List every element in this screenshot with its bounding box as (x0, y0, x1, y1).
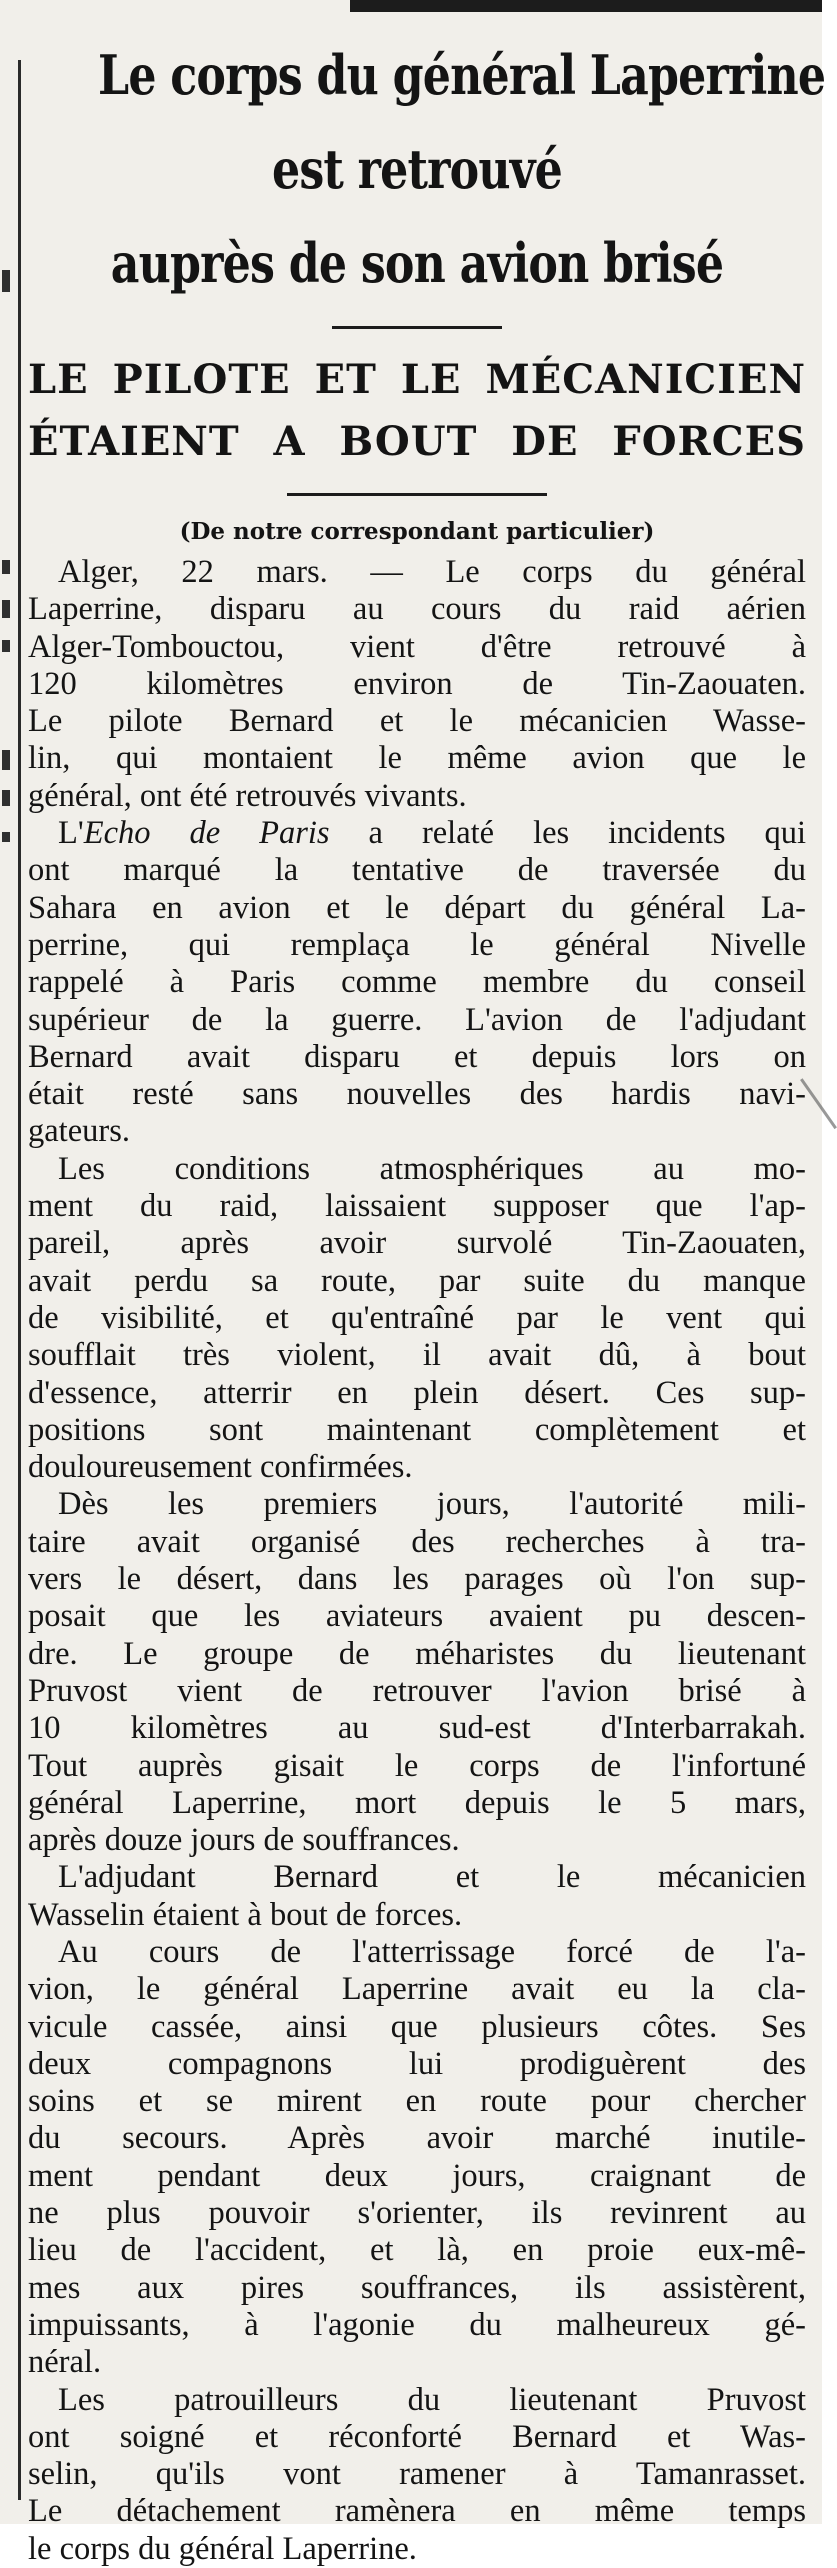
body-line: Pruvost vient de retrouver l'avion brisé à (28, 1672, 806, 1709)
body-line: pareil, après avoir survolé Tin-Zaouaten, (28, 1225, 806, 1262)
body-line: 10 kilomètres au sud-est d'Interbarrakah. (28, 1710, 806, 1747)
body-line: lin, qui montaient le même avion que le (28, 740, 806, 777)
body-line: lieu de l'accident, et là, en proie eux-mê- (28, 2232, 806, 2269)
body-line: Le détachement ramènera en même temps (28, 2493, 806, 2530)
body-line: selin, qu'ils vont ramener à Tamanrasset. (28, 2456, 806, 2493)
body-line: soins et se mirent en route pour chercher (28, 2083, 806, 2120)
body-line: Dès les premiers jours, l'autorité mili- (58, 1486, 806, 1523)
body-line: général, ont été retrouvés vivants. (28, 777, 467, 814)
body-line: mes aux pires souffrances, ils assistèrent, (28, 2269, 806, 2306)
body-line: Au cours de l'atterrissage forcé de l'a- (58, 1933, 806, 1970)
top-rule (350, 0, 822, 12)
subheadline-line: LE PILOTE ET LE MÉCANICIEN (28, 356, 806, 403)
body-line: taire avait organisé des recherches à tra- (28, 1523, 806, 1560)
body-line: vicule cassée, ainsi que plusieurs côtes. Ses (28, 2008, 806, 2045)
body-line: Alger-Tombouctou, vient d'être retrouvé à (28, 628, 806, 665)
headline-rule (332, 326, 502, 329)
body-line: avait perdu sa route, par suite du manque (28, 1262, 806, 1299)
body-line: deux compagnons lui prodiguèrent des (28, 2045, 806, 2082)
subheadline-rule (287, 493, 547, 496)
body-line: ont marqué la tentative de traversée du (28, 852, 806, 889)
adjacent-column-fragment (0, 0, 14, 2524)
article (28, 28, 826, 2568)
body-line: impuissants, à l'agonie du malheureux gé- (28, 2306, 806, 2343)
body-line: après douze jours de souffrances. (28, 1822, 460, 1859)
headline-line: est retrouvé (271, 137, 563, 201)
byline: (De notre correspondant particulier) (179, 518, 655, 545)
body-line: le corps du général Laperrine. (28, 2530, 417, 2567)
body-line: soufflait très violent, il avait dû, à bout (28, 1337, 806, 1374)
body-line: Tout auprès gisait le corps de l'infortuné (28, 1747, 806, 1784)
body-line: général Laperrine, mort depuis le 5 mars, (28, 1784, 806, 1821)
body-line: ment pendant deux jours, craignant de (28, 2157, 806, 2194)
headline-line: auprès de son avion brisé (110, 231, 724, 295)
body-line: L'adjudant Bernard et le mécanicien (58, 1859, 806, 1896)
body-line: Les patrouilleurs du lieutenant Pruvost (58, 2381, 806, 2418)
body-line: néral. (28, 2344, 102, 2381)
body-line: vion, le général Laperrine avait eu la cla- (28, 1971, 806, 2008)
body-line: positions sont maintenant complètement et (28, 1411, 806, 1448)
body-line: Le pilote Bernard et le mécanicien Wasse- (28, 703, 806, 740)
subheadline-line: ÉTAIENT A BOUT DE FORCES (28, 418, 806, 465)
body-line: du secours. Après avoir marché inutile- (28, 2120, 806, 2157)
body-line: ne plus pouvoir s'orienter, ils revinrent au (28, 2195, 806, 2232)
body-line: Bernard avait disparu et depuis lors on (28, 1038, 806, 1075)
column-rule (18, 60, 21, 2500)
body-line: était resté sans nouvelles des hardis navi- (28, 1076, 806, 1113)
subheadline (28, 349, 806, 473)
body-line: Alger, 22 mars. — Le corps du général (58, 554, 806, 590)
headline (98, 28, 826, 310)
body-line: Les conditions atmosphériques au mo- (58, 1150, 806, 1187)
headline-line: Le corps du général Laperrine (98, 43, 826, 107)
body-line: de visibilité, et qu'entraîné par le vent qui (28, 1299, 806, 1336)
body-line: vers le désert, dans les parages où l'on sup- (28, 1561, 806, 1598)
body-line: Sahara en avion et le départ du général La- (28, 889, 806, 926)
body-line: d'essence, atterrir en plein désert. Ces sup- (28, 1374, 806, 1411)
body-line: L'Echo de Paris a relaté les incidents qui (58, 815, 806, 852)
body-line: Wasselin étaient à bout de forces. (28, 1896, 463, 1933)
body-line: douloureusement confirmées. (28, 1449, 413, 1486)
body-line: perrine, qui remplaça le général Nivelle (28, 926, 806, 963)
body-line: dre. Le groupe de méharistes du lieutenant (28, 1635, 806, 1672)
body-line: supérieur de la guerre. L'avion de l'adjudant (28, 1001, 806, 1038)
body-line: rappelé à Paris comme membre du conseil (28, 964, 806, 1001)
body-line: ont soigné et réconforté Bernard et Was- (28, 2418, 806, 2455)
body-line: gateurs. (28, 1113, 130, 1150)
body-line: posait que les aviateurs avaient pu descen- (28, 1598, 806, 1635)
body-line: Laperrine, disparu au cours du raid aérien (28, 591, 806, 628)
body-line: ment du raid, laissaient supposer que l'ap- (28, 1188, 806, 1225)
body-line: 120 kilomètres environ de Tin-Zaouaten. (28, 665, 806, 702)
article-body (28, 554, 806, 2568)
